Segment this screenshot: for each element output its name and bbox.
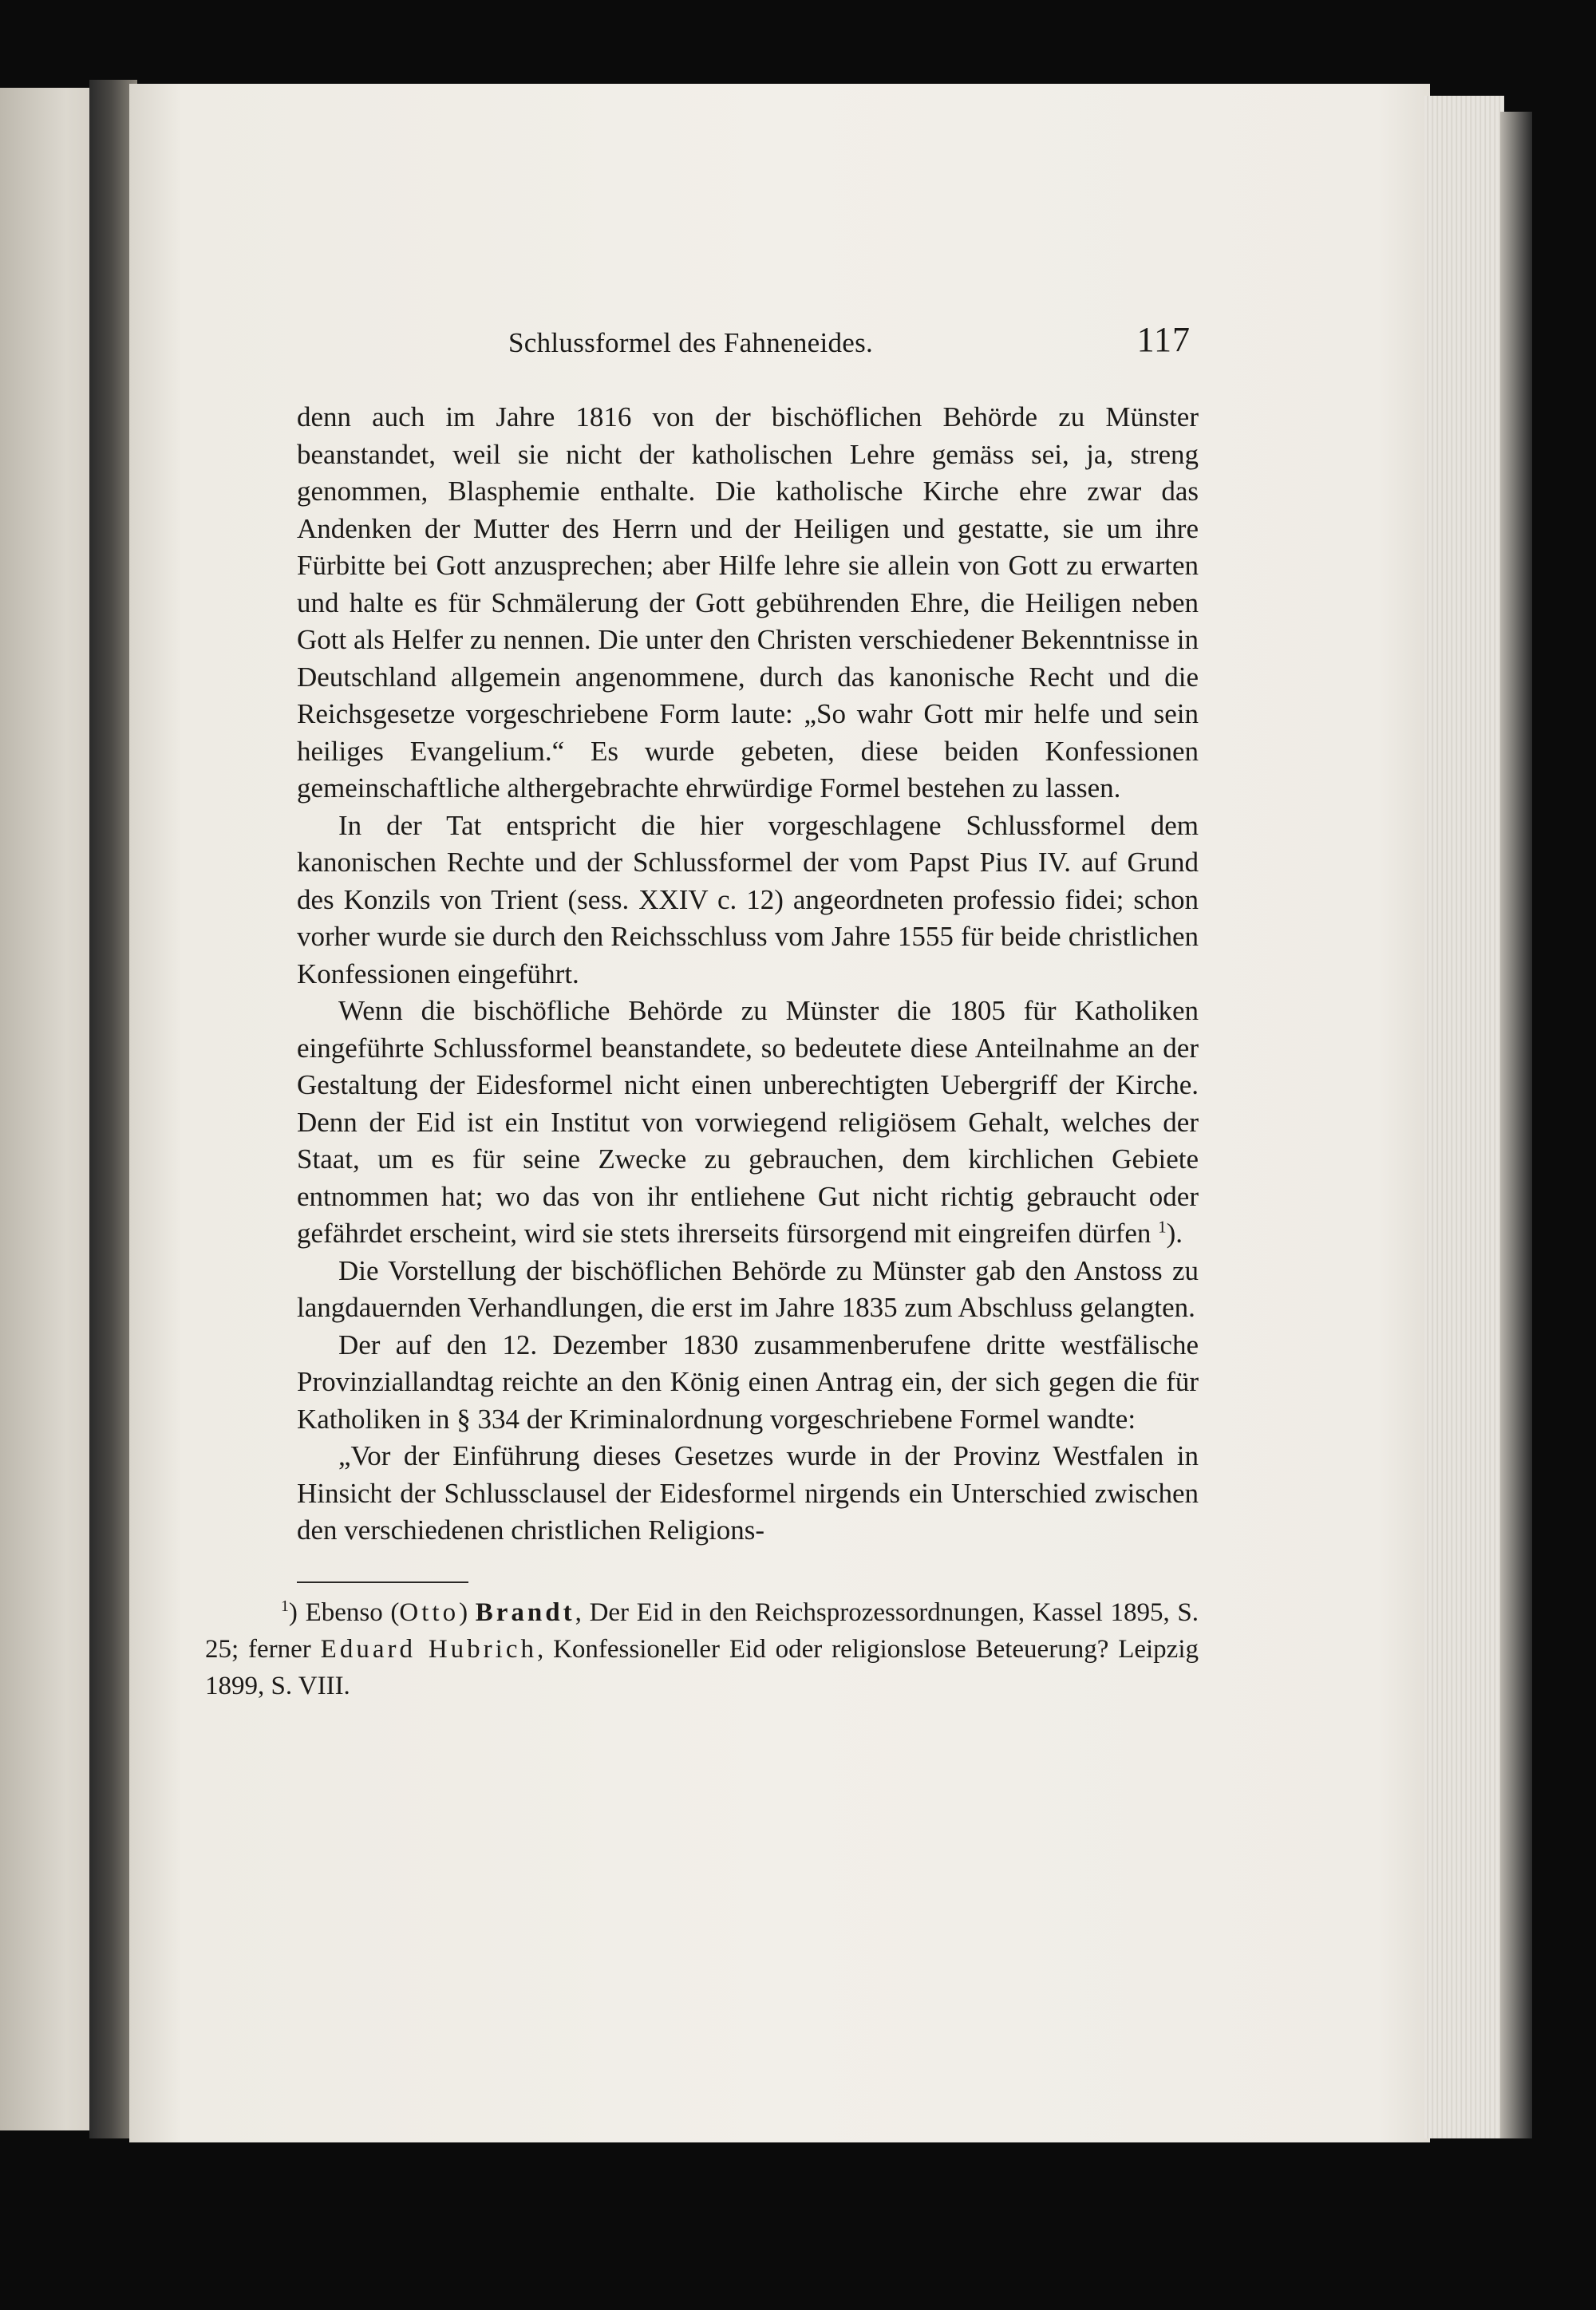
footnote-author1-last: Brandt [475,1597,575,1627]
footnote-text-4: , Konfessioneller Eid oder religionslose Beteuerung? Leipzig 1899, S. VIII. [205,1634,1199,1700]
page-edges [1424,96,1504,2138]
page-edge-shadow [1500,112,1532,2138]
footnote-text-1: ) Ebenso ( [288,1597,400,1627]
page-number: 117 [1136,320,1191,359]
paragraph-3-end: ). [1166,1218,1183,1249]
body-text [297,399,1199,1550]
footnote-text-3: , Der Eid in den Reichsprozessordnungen, Kassel 1895, S. 25; ferner [205,1597,1199,1664]
page-header [297,319,1199,375]
paragraph-5: Der auf den 12. Dezember 1830 zusammenberufene dritte westfälische Provinziallandtag reichte an den König einen Antrag ein, der sich gegen die für Katholiken in § 334 der Kriminalordnung vorgeschriebene Formel wandte: [297,1329,1199,1435]
paragraph-3 [297,993,1199,1253]
footnote-author2: Eduard Hubrich [320,1634,537,1664]
footnote [205,1594,1199,1704]
footnote-author1-first: Otto [399,1597,460,1627]
footnote-text-2: ) [459,1597,476,1627]
page-content [205,319,1199,1704]
running-head: Schlussformel des Fahneneides. [508,327,874,358]
paragraph-3-text: Wenn die bischöfliche Behörde zu Münster die 1805 für Katholiken eingeführte Schlussformel beanstandete, so bedeutete diese Anteilnahme an der Gestaltung der Eidesformel nicht einen unberechtigten Uebergriff der Kirche. Denn der Eid ist ein Institut von vorwiegend religiösem Gehalt, welches der Staat, um es für seine Zwecke zu gebrauchen, dem kirchlichen Gebiete entnommen hat; wo das von ihr entliehene Gut nicht richtig gebraucht oder gefährdet erscheint, wird sie stets ihrerseits fürsorgend mit eingreifen dürfen [297,995,1199,1249]
paragraph-1: denn auch im Jahre 1816 von der bischöflichen Behörde zu Münster beanstandet, weil sie nicht der katholischen Lehre gemäss sei, ja, streng genommen, Blasphemie enthalte. Die katholische Kirche ehre zwar das Andenken der Mutter des Herrn und der Heiligen und gestatte, sie um ihre Fürbitte bei Gott anzusprechen; aber Hilfe lehre sie allein von Gott zu erwarten und halte es für Schmälerung der Gott gebührenden Ehre, die Heiligen neben Gott als Helfer zu nennen. Die unter den Christen verschiedener Bekenntnisse in Deutschland allgemein angenommene, durch das kanonische Recht und die Reichsgesetze vorgeschriebene Form laute: „So wahr Gott mir helfe und sein heiliges Evangelium.“ Es wurde gebeten, diese beiden Konfessionen gemeinschaftliche althergebrachte ehrwürdige Formel bestehen zu lassen. [297,401,1199,804]
footnote-marker: 1 [281,1597,289,1615]
footnote-reference: 1 [1158,1217,1167,1237]
paragraph-2: In der Tat entspricht die hier vorgeschlagene Schlussformel dem kanonischen Rechte und der Schlussformel der vom Papst Pius IV. auf Grund des Konzils von Trient (sess. XXIV c. 12) angeordneten professio fidei; schon vorher wurde sie durch den Reichsschluss vom Jahre 1555 für beide christlichen Konfessionen eingeführt. [297,809,1199,989]
paragraph-4: Die Vorstellung der bischöflichen Behörde zu Münster gab den Anstoss zu langdauernden Verhandlungen, die erst im Jahre 1835 zum Abschluss gelangten. [297,1254,1199,1323]
paragraph-6: „Vor der Einführung dieses Gesetzes wurde in der Provinz Westfalen in Hinsicht der Schlussclausel der Eidesformel nirgends ein Unterschied zwischen den verschiedenen christlichen Religions- [297,1440,1199,1546]
footnote-divider [297,1581,468,1583]
